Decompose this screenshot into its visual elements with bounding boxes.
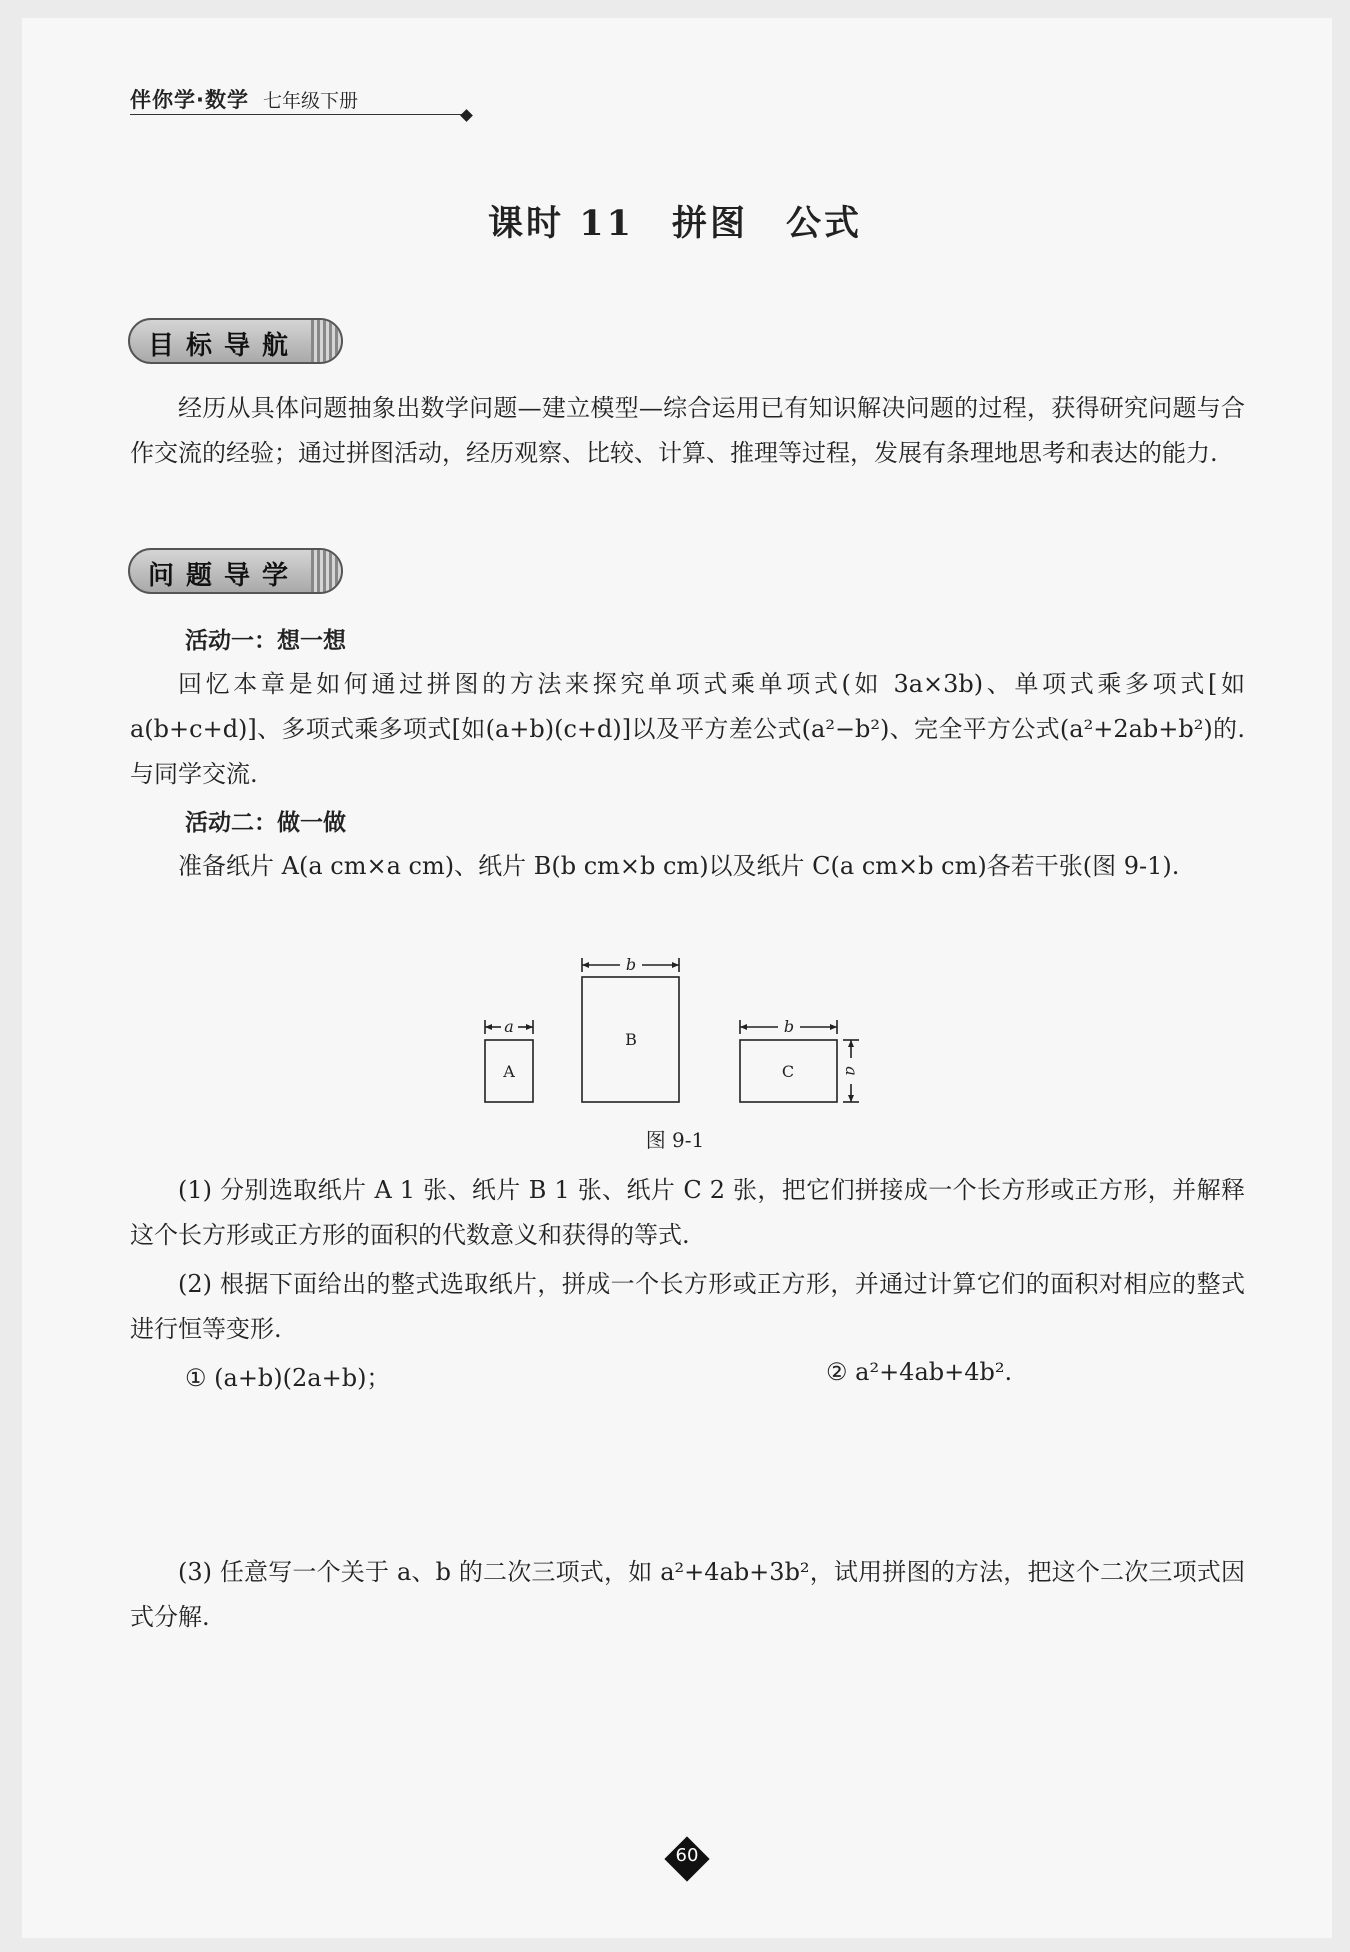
question-2-item-2: ② a²+4ab+4b². bbox=[826, 1358, 1013, 1386]
label-b-card: B bbox=[625, 1030, 637, 1049]
figure-caption: 图 9-1 bbox=[645, 1128, 705, 1152]
page-number: 60 bbox=[675, 1845, 699, 1866]
activity1-text: 回忆本章是如何通过拼图的方法来探究单项式乘单项式(如 3a×3b)、单项式乘多项式[如 a(b+c+d)]、多项式乘多项式[如(a+b)(c+d)]以及平方差公式(a²−b²)、完全平方公式(a²+2ab+b²)的. 与同学交流. bbox=[130, 670, 1245, 788]
dim-a-label: a bbox=[504, 1017, 514, 1036]
activity2-title: 活动二：做一做 bbox=[185, 810, 346, 836]
label-a-card: A bbox=[503, 1062, 515, 1081]
header-brand: 伴你学·数学 bbox=[130, 88, 249, 112]
running-header bbox=[130, 84, 465, 115]
goal-tag bbox=[128, 318, 343, 364]
label-c-card: C bbox=[781, 1062, 795, 1081]
dim-b-label-c: b bbox=[783, 1017, 795, 1036]
dim-b-label: b bbox=[625, 955, 637, 974]
guide-tag-label: 问题导学 bbox=[148, 561, 301, 591]
question-2-item-1: ① (a+b)(2a+b)； bbox=[185, 1364, 391, 1392]
goal-text: 经历从具体问题抽象出数学问题—建立模型—综合运用已有知识解决问题的过程，获得研究问题与合作交流的经验；通过拼图活动，经历观察、比较、计算、推理等过程，发展有条理地思考和表达的能力. bbox=[130, 394, 1245, 467]
figure-9-1 bbox=[475, 950, 895, 1150]
activity1-title: 活动一：想一想 bbox=[185, 628, 346, 654]
lesson-title: 课时 11 拼图 公式 bbox=[488, 203, 862, 244]
question-1: (1) 分别选取纸片 A 1 张、纸片 B 1 张、纸片 C 2 张，把它们拼接成一个长方形或正方形，并解释这个长方形或正方形的面积的代数意义和获得的等式. bbox=[130, 1176, 1245, 1249]
activity2-text: 准备纸片 A(a cm×a cm)、纸片 B(b cm×b cm)以及纸片 C(a cm×b cm)各若干张(图 9-1). bbox=[178, 852, 1180, 880]
question-2: (2) 根据下面给出的整式选取纸片，拼成一个长方形或正方形，并通过计算它们的面积对相应的整式进行恒等变形. bbox=[130, 1270, 1245, 1343]
header-subtitle: 七年级下册 bbox=[262, 90, 358, 112]
question-3: (3) 任意写一个关于 a、b 的二次三项式，如 a²+4ab+3b²，试用拼图的方法，把这个二次三项式因式分解. bbox=[130, 1558, 1245, 1631]
dim-a-label-c: a bbox=[842, 1066, 861, 1076]
page-number-badge bbox=[664, 1836, 710, 1882]
guide-tag bbox=[128, 548, 343, 594]
goal-tag-label: 目标导航 bbox=[148, 331, 301, 361]
